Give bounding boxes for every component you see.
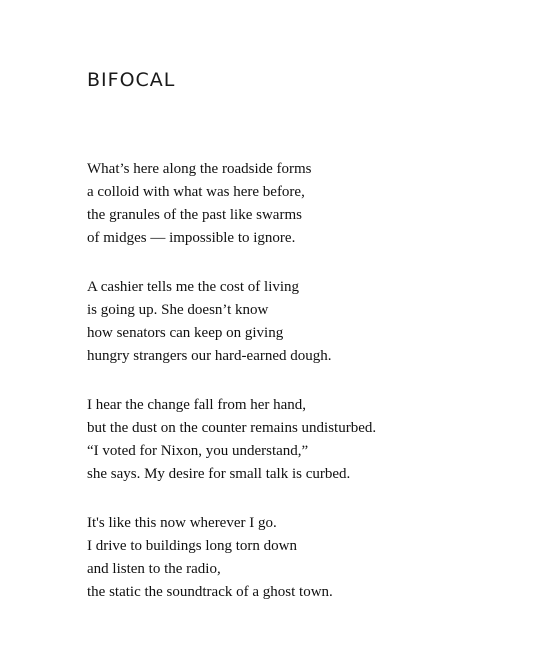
poem-line: is going up. She doesn’t know bbox=[87, 302, 269, 318]
poem-title: BIFOCAL bbox=[87, 69, 176, 91]
poem-line: What’s here along the roadside forms bbox=[87, 161, 312, 177]
poem-line: and listen to the radio, bbox=[87, 561, 221, 577]
poem-line: A cashier tells me the cost of living bbox=[87, 279, 300, 295]
poem-line: I hear the change fall from her hand, bbox=[87, 397, 307, 413]
poem-line: hungry strangers our hard-earned dough. bbox=[87, 348, 332, 364]
poem-line: but the dust on the counter remains undisturbed. bbox=[87, 420, 377, 436]
stanza-2 bbox=[87, 276, 527, 368]
poem-line: the granules of the past like swarms bbox=[87, 207, 302, 223]
poem-line: I drive to buildings long torn down bbox=[87, 538, 297, 554]
stanza-3 bbox=[87, 394, 527, 486]
poem-body bbox=[87, 158, 527, 630]
poem-line: how senators can keep on giving bbox=[87, 325, 284, 341]
stanza-4 bbox=[87, 512, 527, 604]
stanza-1 bbox=[87, 158, 527, 250]
poem-line: the static the soundtrack of a ghost town. bbox=[87, 584, 333, 600]
poem-line: she says. My desire for small talk is curbed. bbox=[87, 466, 351, 482]
poem-line: a colloid with what was here before, bbox=[87, 184, 305, 200]
poem-line: of midges — impossible to ignore. bbox=[87, 230, 296, 246]
poem-line: It's like this now wherever I go. bbox=[87, 515, 277, 531]
poem-line: “I voted for Nixon, you understand,” bbox=[87, 443, 309, 459]
